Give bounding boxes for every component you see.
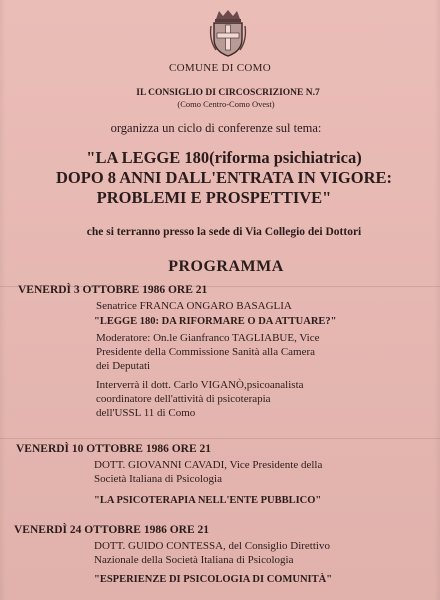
moderator-line: dei Deputati — [96, 360, 151, 372]
talk-title: "ESPERIENZE DI PSICOLOGIA DI COMUNITÀ" — [94, 574, 333, 585]
speaker-affiliation: Società Italiana di Psicologia — [94, 473, 222, 485]
speaker: DOTT. GIOVANNI CAVADI, Vice Presidente della — [94, 459, 323, 471]
guest-line: Interverrà il dott. Carlo VIGANÒ,psicoanalista — [96, 379, 304, 391]
guest-line: dell'USSL 11 di Como — [96, 407, 196, 419]
program-heading: PROGRAMMA — [168, 258, 284, 275]
event-date: VENERDÌ 3 OTTOBRE 1986 ORE 21 — [18, 284, 208, 296]
speaker: DOTT. GUIDO CONTESSA, del Consiglio Direttivo — [94, 540, 330, 552]
coat-of-arms-icon — [208, 8, 248, 58]
guest-line: coordinatore dell'attività di psicoterapia — [96, 393, 271, 405]
speaker: Senatrice FRANCA ONGARO BASAGLIA — [96, 300, 292, 312]
conference-title-line-3: PROBLEMI E PROSPETTIVE" — [96, 188, 332, 207]
event-date: VENERDÌ 10 OTTOBRE 1986 ORE 21 — [16, 443, 212, 455]
moderator-line: Presidente della Commissione Sanità alla Camera — [96, 346, 316, 358]
conference-title-line-1: "LA LEGGE 180(riforma psichiatrica) — [86, 148, 362, 167]
event-date: VENERDÌ 24 OTTOBRE 1986 ORE 21 — [14, 524, 210, 536]
moderator-line: Moderatore: On.le Gianfranco TAGLIABUE, Vice — [96, 332, 320, 344]
council-zone: (Como Centro-Como Ovest) — [177, 99, 275, 109]
talk-title: "LA PSICOTERAPIA NELL'ENTE PUBBLICO" — [94, 495, 322, 506]
venue-text: che si terranno presso la sede di Via Collegio dei Dottori — [86, 226, 362, 238]
talk-title: "LEGGE 180: DA RIFORMARE O DA ATTUARE?" — [94, 316, 337, 327]
municipality-name: COMUNE DI COMO — [169, 62, 271, 74]
council-name: IL CONSIGLIO DI CIRCOSCRIZIONE N.7 — [136, 88, 320, 98]
speaker-affiliation: Nazionale della Società Italiana di Psicologia — [94, 554, 294, 566]
conference-title-line-2: DOPO 8 ANNI DALL'ENTRATA IN VIGORE: — [55, 168, 392, 187]
intro-text: organizza un ciclo di conferenze sul tema: — [110, 121, 322, 135]
paper-fold-line — [0, 438, 440, 439]
